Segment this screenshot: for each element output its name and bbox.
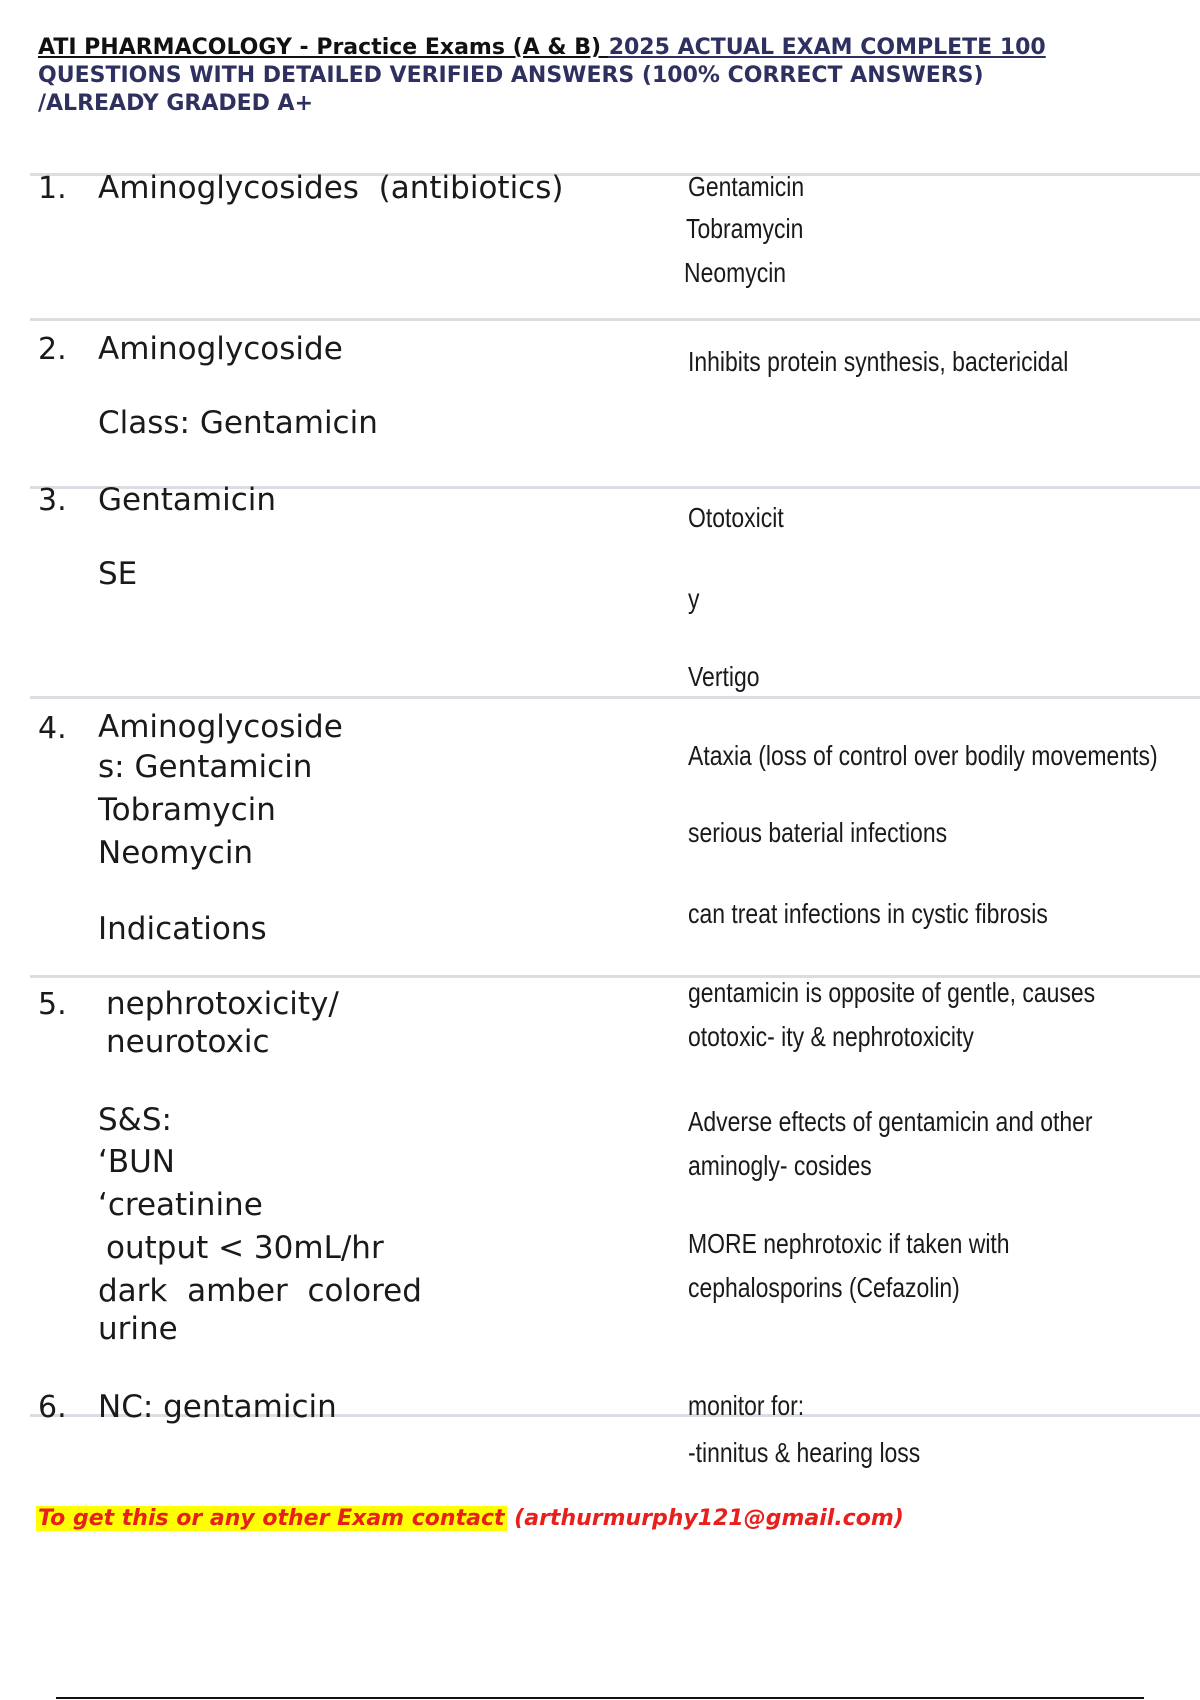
row-divider xyxy=(30,696,1200,699)
title-part-2: 2025 ACTUAL EXAM COMPLETE 100 xyxy=(608,35,1046,60)
answer-line: Tobramycin xyxy=(686,213,804,244)
contact-note xyxy=(36,1505,904,1533)
question-line: output < 30mL/hr xyxy=(106,1230,384,1266)
answer-line: Ototoxicit xyxy=(688,502,784,533)
answer-line: ototoxic- ity & nephrotoxicity xyxy=(688,1021,974,1052)
question-line: S&S: xyxy=(98,1102,172,1138)
question-line: neurotoxic xyxy=(106,1024,270,1060)
answer-line: serious baterial infections xyxy=(688,817,948,848)
item-number: 2. xyxy=(38,332,67,367)
item-number: 1. xyxy=(38,171,67,206)
row-divider xyxy=(30,318,1200,321)
question-line: ‘BUN xyxy=(98,1144,176,1180)
answer-line: Inhibits protein synthesis, bactericidal xyxy=(688,346,1069,377)
question-line: NC: gentamicin xyxy=(98,1389,337,1425)
answer-line: Adverse eftects of gentamicin and other xyxy=(688,1106,1093,1137)
answer-line: gentamicin is opposite of gentle, causes xyxy=(688,977,1096,1008)
answer-line: Gentamicin xyxy=(688,171,805,202)
question-line: ‘creatinine xyxy=(98,1187,263,1223)
answer-line: Neomycin xyxy=(684,257,787,288)
question-line: Neomycin xyxy=(98,835,254,871)
answer-line: Vertigo xyxy=(688,661,760,692)
contact-email-link[interactable]: (arthurmurphy121@gmail.com) xyxy=(506,1506,904,1531)
question-line: urine xyxy=(98,1311,178,1347)
question-line: Gentamicin xyxy=(98,482,277,518)
answer-line: cephalosporins (Cefazolin) xyxy=(688,1272,960,1303)
answer-line: Ataxia (loss of control over bodily movements) xyxy=(688,740,1158,771)
question-line: Aminoglycoside xyxy=(98,709,343,745)
answer-line: -tinnitus & hearing loss xyxy=(688,1437,921,1468)
question-line: s: Gentamicin xyxy=(98,749,313,785)
answer-line: monitor for: xyxy=(688,1390,805,1421)
document-title xyxy=(38,34,1178,118)
question-line: Aminoglycosides (antibiotics) xyxy=(98,170,564,206)
question-line: Tobramycin xyxy=(98,792,276,828)
question-line: SE xyxy=(98,556,138,592)
answer-line: aminogly- cosides xyxy=(688,1150,872,1181)
answer-line: can treat infections in cystic fibrosis xyxy=(688,898,1048,929)
item-number: 4. xyxy=(38,711,67,746)
item-number: 5. xyxy=(38,987,67,1022)
answer-line: MORE nephrotoxic if taken with xyxy=(688,1228,1010,1259)
question-line: dark amber colored xyxy=(98,1273,422,1309)
title-line-3: /ALREADY GRADED A+ xyxy=(38,91,314,116)
question-line: Class: Gentamicin xyxy=(98,405,378,441)
contact-highlight: To get this or any other Exam contact xyxy=(38,1506,505,1531)
item-number: 3. xyxy=(38,483,67,518)
question-line: Aminoglycoside xyxy=(98,331,343,367)
answer-line: y xyxy=(688,583,700,614)
page-bottom-rule xyxy=(56,1697,1144,1699)
question-line: nephrotoxicity/ xyxy=(106,986,339,1022)
question-line: Indications xyxy=(98,911,267,947)
title-part-1: ATI PHARMACOLOGY - Practice Exams (A & B) xyxy=(38,35,609,60)
item-number: 6. xyxy=(38,1390,67,1425)
title-line-2: QUESTIONS WITH DETAILED VERIFIED ANSWERS (100% CORRECT ANSWERS) xyxy=(38,63,984,88)
